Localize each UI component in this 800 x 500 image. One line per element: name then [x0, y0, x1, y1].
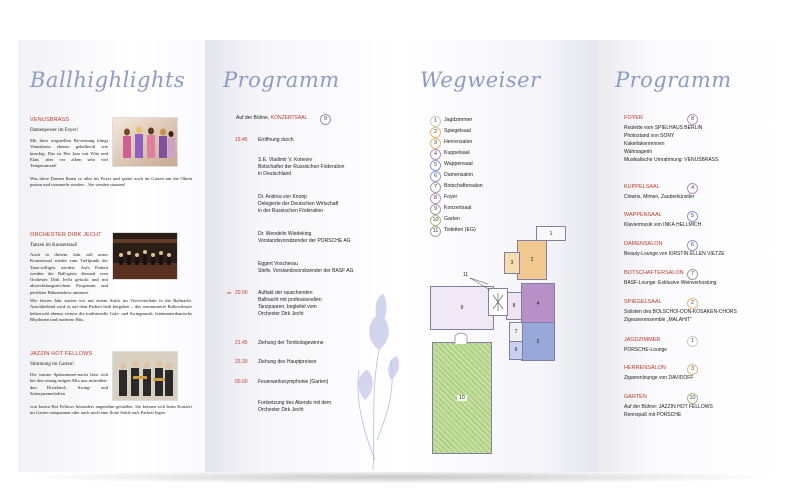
- program-line: Botschafter der Russischen Föderation: [258, 164, 345, 170]
- room-title: BOTSCHAFTERSALON: [624, 270, 684, 276]
- room-number-badge: 6: [430, 171, 441, 182]
- floor-plan-room-jagdzimmer: 1: [536, 226, 566, 241]
- room-activity: Solisten des BOLSCHOI-DON-KOSAKEN-CHORS: [624, 309, 737, 315]
- floor-plan-garden: [432, 342, 492, 454]
- room-number-badge: 1: [687, 336, 698, 347]
- room-number-badge: 8: [687, 114, 698, 125]
- room-activity: Rennspaß mit PORSCHE: [624, 412, 682, 418]
- room-label: Botschaftersalon: [444, 183, 483, 189]
- label-pointer-lines: [468, 276, 492, 292]
- act-subtitle: Damenpower im Foyer!: [30, 128, 79, 133]
- room-number-badge: 4: [687, 183, 698, 194]
- room-number-badge: 5: [430, 160, 441, 171]
- program-line: in der Russischen Föderation: [258, 208, 324, 214]
- program-line: Ballnacht mit professionellen: [258, 297, 322, 303]
- toilet-icon: [490, 291, 506, 313]
- room-number-badge: 6: [687, 240, 698, 251]
- room-number-badge: 2: [430, 127, 441, 138]
- room-label: Wappensaal: [444, 161, 473, 167]
- jazz-band-photo: [112, 351, 178, 401]
- program-line: Dr. Wendelin Wiedeking: [258, 231, 312, 237]
- room-label: Herrensalon: [444, 139, 473, 145]
- panel-title: Wegweiser: [420, 68, 541, 92]
- act-text-full: von Jazzin Hot Fellows besonders angenehm genießen. Sie können sich beim Konzert im Garten entspannen oder auch noch eine flotte Sohle aufs Parkett legen.: [30, 404, 192, 416]
- room-activity: BASF-Lounge: Exklusive Weinverkostung: [624, 280, 717, 286]
- room-label: Damensalon: [444, 172, 474, 178]
- room-activity: Klaviermusik von INKA HELLMICH: [624, 222, 702, 228]
- room-label: Konzertsaal: [444, 205, 472, 211]
- room-title: SPIEGELSAAL: [624, 299, 662, 305]
- panel-wegweiser: [400, 40, 597, 472]
- room-activity: Auf der Bühne: JAZZIN HOT FELLOWS: [624, 404, 713, 410]
- act-text: Die warme Spätsommer-nacht lässt sich bei den einzig-artigen Mix aus mitreißen-den Dixieland-, Swing- und Salonjazzmelodien: [30, 372, 108, 396]
- room-number-badge: 9: [430, 204, 441, 215]
- program-time: 19.45: [235, 137, 248, 143]
- program-line: Stellv. Vorstandsvorsitzender der BASF AG: [258, 268, 354, 274]
- room-label: Foyer: [444, 194, 458, 200]
- stage-prefix: Auf der Bühne,: [236, 115, 270, 121]
- room-title: DAMENSALON: [624, 241, 663, 247]
- program-line: in Deutschland: [258, 171, 292, 177]
- room-title: WAPPENSAAL: [624, 212, 662, 218]
- room-number-badge: 7: [687, 269, 698, 280]
- orchestra-photo: [112, 232, 178, 280]
- room-title: HERRENSALON: [624, 365, 666, 371]
- room-activity: Beauty-Lounge von KIRSTIN ELLEN VIETZE: [624, 251, 725, 257]
- venusbrass-photo: [112, 117, 178, 167]
- program-line: Delegierte der Deutschen Wirtschaft: [258, 201, 339, 207]
- program-line: Vorstandsvorsitzender der PORSCHE AG: [258, 238, 351, 244]
- floor-plan-room-spiegelsaal: 2: [517, 240, 547, 280]
- floor-plan-room-wappensaal: 5: [521, 322, 555, 361]
- act-text: Mit ihrer originellen Be-setzung klingt Venusbrass ebenso gebalhvoll wie knackig. Das ist Hot Jazz mit Witz und Elan, aber vor allem sehr viel Temperament!: [30, 138, 108, 169]
- room-number-badge: 7: [430, 182, 441, 193]
- program-line: Ziehung des Hauptpreises: [258, 359, 317, 365]
- brochure-shadow: [16, 470, 786, 484]
- program-line: Tanzpaaren, begleitet vom: [258, 304, 317, 310]
- program-line: Ziehung der Tombolagewinne: [258, 340, 324, 346]
- iris-flower-illustration: [345, 270, 400, 470]
- room-title: GARTEN: [624, 394, 647, 400]
- room-number-badge: 2: [687, 298, 698, 309]
- room-number-badge: 10: [430, 215, 441, 226]
- floor-plan-room-kuppelsaal: 4: [521, 283, 555, 324]
- act-text-full: Was diese Damen Ihnen so alles im Foyer und später auch im Garten um die Ohren pusten und trommeln werden – Sie werden staunen!: [30, 176, 192, 188]
- room-activity: Musikalische Umrahmung: VENUSBRASS: [624, 157, 719, 163]
- act-subtitle: Stimmung im Garten!: [30, 362, 74, 367]
- floor-plan-garden-label: 10: [459, 395, 465, 401]
- program-line: Eröffnung durch: [258, 137, 294, 143]
- room-number-badge: 11: [430, 226, 441, 237]
- program-line: Eggert Voscherau: [258, 261, 298, 267]
- room-number-badge: 9: [320, 114, 331, 125]
- room-label: Jagdzimmer: [444, 117, 473, 123]
- program-line: S.E. Vladimir V. Kotenev: [258, 157, 313, 163]
- room-title: KUPPELSAAL: [624, 184, 660, 190]
- room-activity: Clowns, Mimen, Zauberkünstler: [624, 194, 695, 200]
- program-line: Auftakt der rauschenden: [258, 290, 313, 296]
- room-number-badge: 4: [430, 149, 441, 160]
- room-label: Garten: [444, 216, 460, 222]
- program-line: Fortsetzung des Abends mit dem: [258, 400, 332, 406]
- program-time: 00.00: [235, 379, 248, 385]
- program-time: 21.45: [235, 340, 248, 346]
- room-activity: Zigeunerensemble „MALAHIT“: [624, 317, 692, 323]
- room-activity: Roulette vom SPIELHAUS BERLIN: [624, 125, 703, 131]
- room-activity: Zigarrenlounge von DAVIDOFF: [624, 375, 694, 381]
- program-line: Orchester Dirk Jecht: [258, 311, 304, 317]
- room-label: Spiegelsaal: [444, 128, 471, 134]
- room-activity: PORSCHE-Lounge: [624, 347, 668, 353]
- room-title: FOYER: [624, 115, 643, 121]
- floor-plan-room-konzertsaal: 9: [430, 286, 494, 330]
- floor-plan-room-damensalon: 6: [509, 340, 523, 360]
- garden-stairs-icon: [454, 332, 468, 344]
- act-title: ORCHESTER DIRK JECHT: [30, 232, 102, 238]
- room-number-badge: 5: [687, 211, 698, 222]
- act-title: JAZZIN HOT FELLOWS: [30, 351, 93, 357]
- act-title: VENUSBRASS: [30, 117, 70, 123]
- panel-programm-rooms: [597, 40, 785, 472]
- floor-plan-toilets: [488, 288, 508, 316]
- room-label: Toiletten (EG): [444, 227, 476, 233]
- room-activity: Photostand von SONY: [624, 133, 675, 139]
- floor-plan-label-toilets: 11: [463, 272, 469, 278]
- floor-plan-room-botschaftersalon: 7: [509, 322, 523, 342]
- floor-plan-room-herrensalon: 3: [504, 252, 520, 274]
- room-title: JAGDZIMMER: [624, 337, 661, 343]
- floor-plan-room-foyer: 8: [506, 292, 522, 320]
- panel-title: Ballhighlights: [30, 68, 186, 92]
- room-number-badge: 1: [430, 116, 441, 127]
- panel-programm-stage: [205, 40, 400, 472]
- room-number-badge: 8: [430, 193, 441, 204]
- panel-title: Programm: [223, 68, 340, 92]
- program-line: Dr. Andrea von Knoop: [258, 194, 307, 200]
- stage-heading: [236, 115, 307, 122]
- room-number-badge: 3: [687, 364, 698, 375]
- program-time-prefix: ab: [227, 290, 232, 295]
- room-number-badge: 3: [430, 138, 441, 149]
- program-time: 23.30: [235, 359, 248, 365]
- room-activity: Kakerlakenrennen: [624, 141, 665, 147]
- act-text: Auch in diesem Jahr soll unser Konzertsaal wieder zum Treffpunkt der Tanz-willigen werden. Aufs Parkett werden die Ball-gäste diesmal vom Orchester Dirk Jecht gelockt und mit abwechslungsreichem Programm und perfekter Bühnenshow animiert.: [30, 252, 108, 295]
- panel-ballhighlights: [18, 40, 205, 472]
- panel-title: Programm: [615, 68, 732, 92]
- program-line: Feuerwerkssymphonie (Garten): [258, 379, 329, 385]
- act-subtitle: Tanzen im Konzertsaal!: [30, 243, 78, 248]
- program-time: 20.00: [235, 290, 248, 296]
- room-number-badge: 10: [687, 393, 698, 404]
- room-label: Kuppelsaal: [444, 150, 470, 156]
- program-line: Orchester Dirk Jecht: [258, 407, 304, 413]
- stage-hall: KONZERTSAAL: [270, 115, 308, 121]
- room-activity: Wahrsagerin: [624, 149, 653, 155]
- act-text-full: Wie letztes Jahr starten wir mit einem Stück im Viervierteltakt in die Ballnacht. Anschließend wird es auf dem Parkett heiß hergehen – das renommierte Ballorchester beherrscht ebenso virtuos die traditionelle Gala- und Swingmusik, lateinamerikanische Rhythmen und moderne Hits.: [30, 298, 192, 322]
